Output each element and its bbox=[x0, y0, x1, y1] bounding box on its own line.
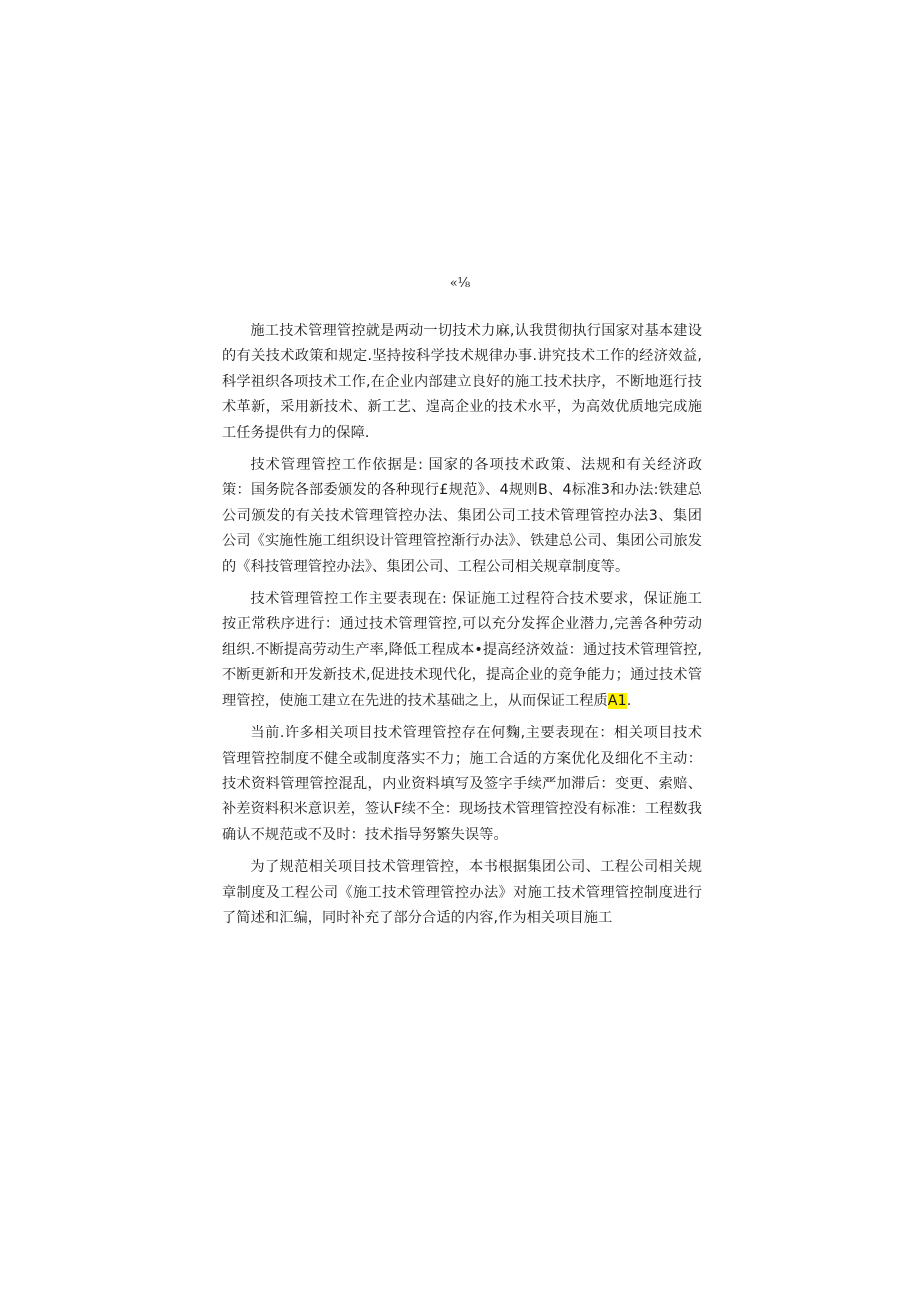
paragraph-basis: 技术管理管控工作依据是: 国家的各项技术政策、法规和有关经济政策：国务院各部委颁发的各种现行£规范》、4规则B、4标准3和办法:铁建总公司颁发的有关技术管理管控办法、集团公司工技术管理管控办法3、集团公司《实施性施工组织设计管理管控渐行办法》、铁建总公司、集团公司旅发的《科技管理管控办法》、集团公司、工程公司相关规章制度等。 bbox=[222, 457, 702, 575]
document-body bbox=[222, 319, 702, 938]
paragraph-main-tasks bbox=[222, 587, 702, 714]
paragraph-main-tasks-text: 技术管理管控工作主要表现在: 保证施工过程符合技术要求，保证施工按正常秩序进行：通过技术管理管控,可以充分发挥企业潜力,完善各种劳动组织.不断提高劳动生产率,降低工程成本•提高经济效益：通过技术管理管控,不断更新和开发新技术,促进技术现代化，提高企业的竞争能力；通过技术管理管控，使施工建立在先进的技术基础之上，从而保证工程质 bbox=[222, 591, 702, 709]
highlighted-text: A1 bbox=[607, 692, 627, 709]
paragraph-purpose: 为了规范相关项目技术管理管控，本书根据集团公司、工程公司相关规章制度及工程公司《施工技术管理管控办法》对施工技术管理管控制度进行了简述和汇编，同时补充了部分合适的内容,作为相关项目施工 bbox=[222, 859, 702, 926]
paragraph-intro: 施工技术管理管控就是两动一切技术力麻,认我贯彻执行国家对基本建设的有关技术政策和规定.坚持按科学技术规律办事.讲究技术工作的经济效益,科学祖织各项技术工作,在企业内部建立良好的施工技术扶序，不断地逛行技术革新，采用新技术、新工艺、遑高企业的技术水平，为高效优质地完成施工任务提供有力的保障. bbox=[222, 323, 702, 441]
paragraph-problems: 当前.许多相关项目技术管理管控存在何麴,主要表现在：相关项目技术管理管控制度不健全或制度落实不力；施工合适的方案优化及细化不主动：技术资料管理管控混乱，内业资料填写及签字手续严加滞后：变更、索赔、补差资料积米意识差，签认F续不全：现场技术管理管控没有标准：工程数我确认不规范或不及时：技术指导努繁失误等。 bbox=[222, 725, 702, 843]
paragraph-main-tasks-tail: . bbox=[626, 692, 632, 709]
page-marker: «⅛ bbox=[449, 276, 471, 291]
